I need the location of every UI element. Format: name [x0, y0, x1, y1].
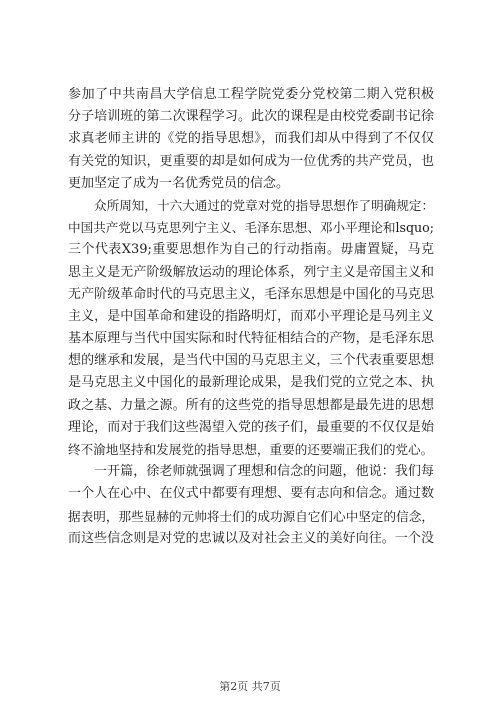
text-line: 三个代表X39;重要思想作为自己的行动指南。毋庸置疑，马克 — [68, 242, 434, 258]
text-line: 终不渝地坚持和发展党的指导思想，重要的还要端正我们的党心。 — [68, 442, 434, 457]
text-line: 理论，而对于我们这些渴望入党的孩子们，最重要的不仅仅是始 — [68, 419, 434, 435]
paragraph-1 — [68, 84, 434, 195]
text-line: 参加了中共南昌大学信息工程学院党委分党校第二期入党积极 — [68, 87, 434, 102]
text-line: 基本原理与当代中国实际和时代特征相结合的产物，是毛泽东思 — [68, 331, 434, 347]
text-line: 无产阶级革命时代的马克思主义，毛泽东思想是中国化的马克思 — [68, 286, 434, 302]
text-line: 而这些信念则是对党的忠诚以及对社会主义的美好向往。一个没 — [68, 530, 434, 546]
text-line: 据表明，那些显赫的元帅将士们的成功源自它们心中坚定的信念， — [68, 508, 434, 524]
paragraph-2 — [68, 195, 434, 461]
text-line: 一个人在心中、在仪式中都要有理想、要有志向和信念。通过数 — [68, 486, 434, 502]
document-body — [68, 84, 434, 550]
text-line: 中国共产党以马克思列宁主义、毛泽东思想、邓小平理论和lsquo; — [68, 220, 434, 236]
text-line: 有关党的知识，更重要的却是如何成为一位优秀的共产党员，也 — [68, 153, 434, 169]
text-line: 主义，是中国革命和建设的指路明灯，而邓小平理论是马列主义 — [68, 308, 434, 324]
text-line: 政之基、力量之源。所有的这些党的指导思想都是最先进的思想 — [68, 397, 434, 413]
text-line: 是马克思主义中国化的最新理论成果，是我们党的立党之本、执 — [68, 375, 434, 391]
page-number-footer: 第2页 共7页 — [219, 680, 281, 693]
text-line: 更加坚定了成为一名优秀党员的信念。 — [68, 175, 290, 191]
text-line: 思主义是无产阶级解放运动的理论体系，列宁主义是帝国主义和 — [68, 264, 434, 280]
paragraph-3 — [68, 461, 434, 550]
text-line: 想的继承和发展，是当代中国的马克思主义，三个代表重要思想 — [68, 353, 434, 369]
text-line: 众所周知，十六大通过的党章对党的指导思想作了明确规定： — [94, 197, 434, 213]
text-line: 一开篇，徐老师就强调了理想和信念的问题，他说：我们每 — [94, 464, 434, 480]
text-line: 求真老师主讲的《党的指导思想》，而我们却从中得到了不仅仅 — [68, 131, 434, 147]
text-line: 分子培训班的第二次课程学习。此次的课程是由校党委副书记徐 — [68, 109, 434, 125]
